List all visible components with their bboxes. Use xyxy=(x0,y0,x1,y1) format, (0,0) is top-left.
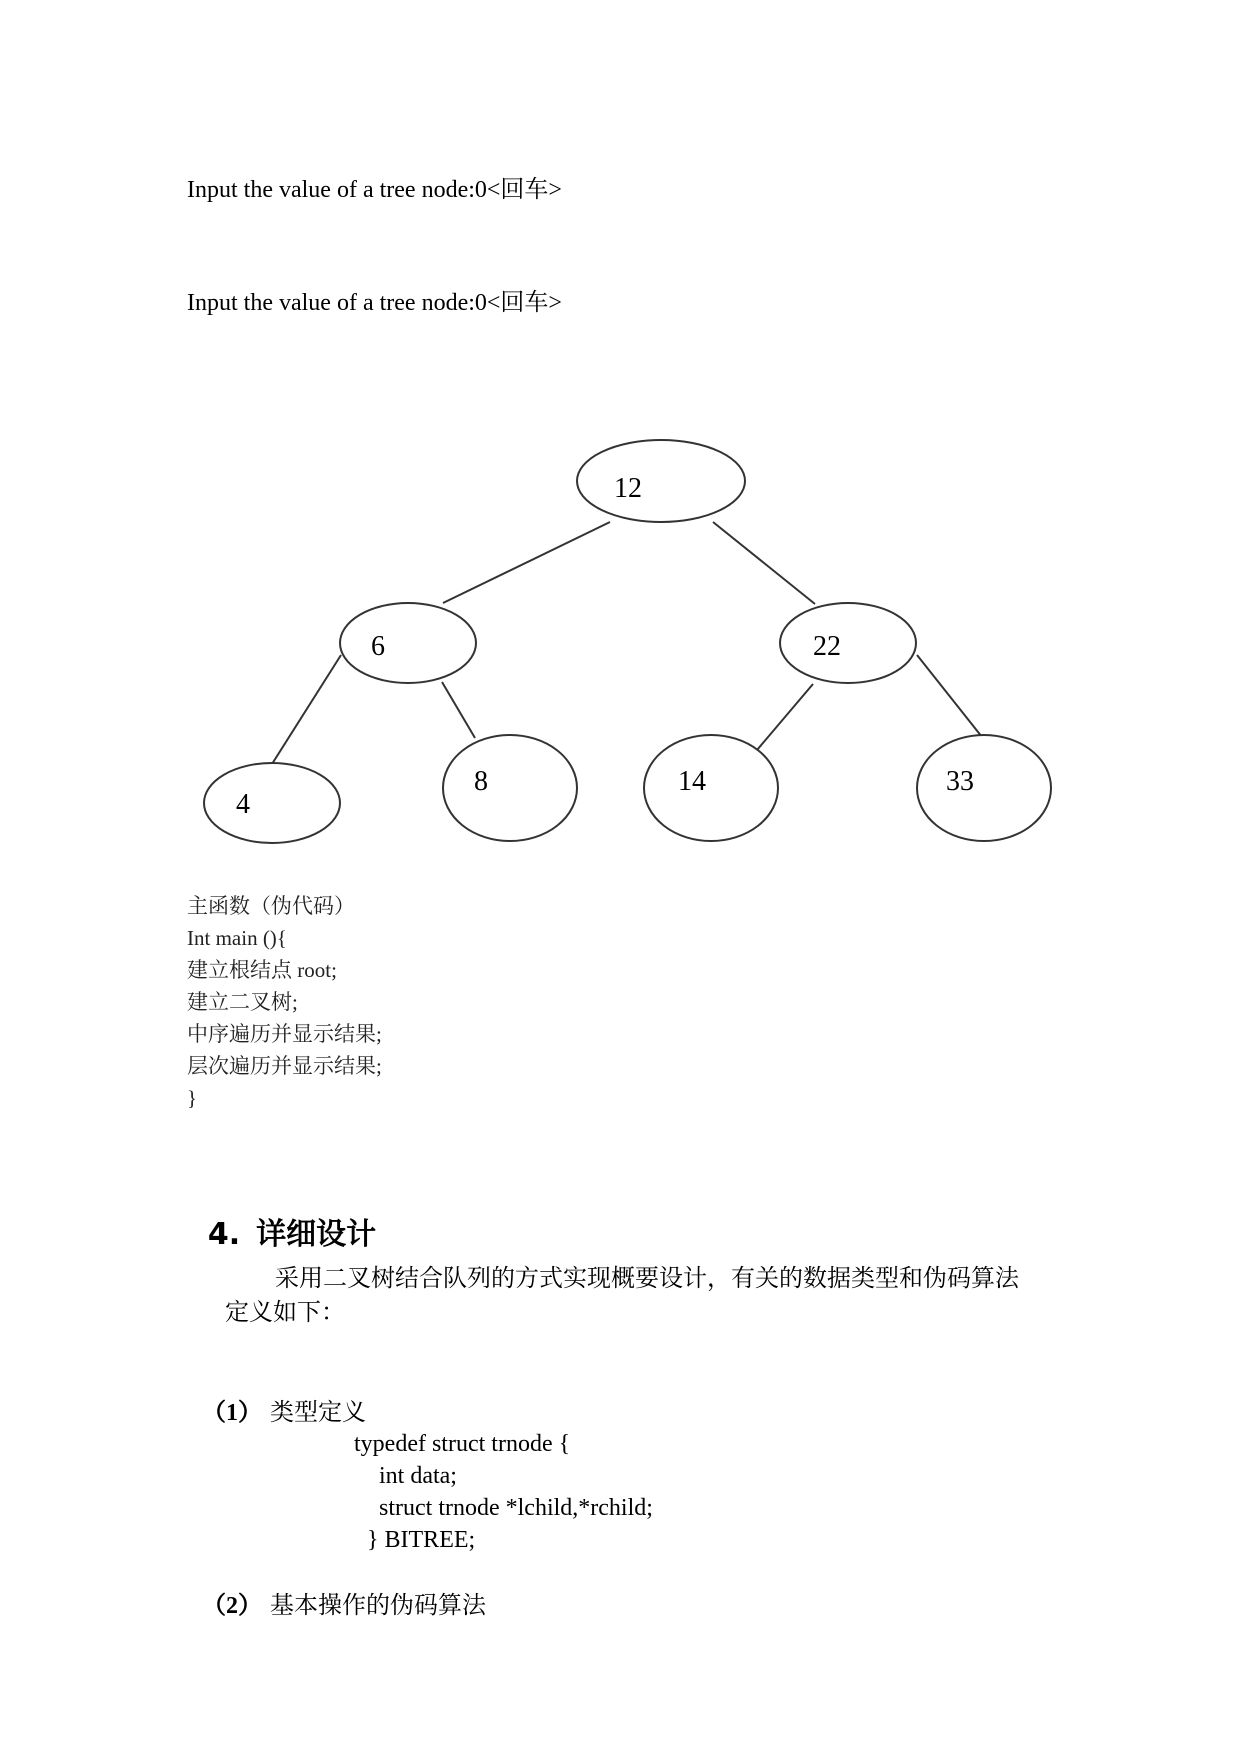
subsection-title: 基本操作的伪码算法 xyxy=(270,1593,486,1619)
tree-node-label: 6 xyxy=(371,631,385,662)
tree-edge xyxy=(713,522,815,604)
subsection-heading xyxy=(190,1362,366,1430)
tree-edge xyxy=(443,522,610,603)
subsection-number: （1） xyxy=(202,1400,262,1426)
tree-node-12 xyxy=(577,440,745,522)
code-line: typedef struct trnode { xyxy=(354,1431,571,1457)
pseudo-code-line: } xyxy=(187,1086,198,1110)
tree-node-label: 8 xyxy=(474,766,488,797)
pseudo-code-line: 层次遍历并显示结果; xyxy=(187,1054,382,1078)
tree-edge xyxy=(442,682,475,738)
tree-node-label: 4 xyxy=(236,789,250,820)
tree-node-33 xyxy=(917,735,1051,841)
tree-node-14 xyxy=(644,735,778,841)
tree-node-6 xyxy=(340,603,476,683)
input-prompt-line: Input the value of a tree node:0<回车> xyxy=(187,290,562,316)
intro-paragraph-line: 采用二叉树结合队列的方式实现概要设计，有关的数据类型和伪码算法 xyxy=(275,1266,1019,1292)
intro-paragraph-line: 定义如下： xyxy=(225,1300,345,1326)
tree-node-22 xyxy=(780,603,916,683)
tree-node-label: 33 xyxy=(946,766,974,797)
code-line: struct trnode *lchild,*rchild; xyxy=(379,1495,653,1521)
pseudo-code-line: 建立二叉树; xyxy=(187,990,298,1014)
subsection-heading xyxy=(190,1555,486,1623)
subsection-title: 类型定义 xyxy=(270,1400,366,1426)
code-line: int data; xyxy=(379,1463,457,1489)
input-prompt-line: Input the value of a tree node:0<回车> xyxy=(187,177,562,203)
tree-edge xyxy=(272,655,341,764)
section-number: 4. xyxy=(207,1217,241,1252)
tree-edge xyxy=(917,655,982,737)
pseudo-code-line: Int main (){ xyxy=(187,926,287,950)
code-line: } BITREE; xyxy=(367,1527,476,1553)
tree-node-label: 12 xyxy=(614,473,642,504)
tree-node-4 xyxy=(204,763,340,843)
section-heading xyxy=(187,1174,376,1253)
subsection-number: （2） xyxy=(202,1593,262,1619)
tree-node-label: 22 xyxy=(813,631,841,662)
section-title: 详细设计 xyxy=(256,1217,377,1252)
pseudo-code-line: 主函数（伪代码） xyxy=(187,894,355,918)
pseudo-code-line: 中序遍历并显示结果; xyxy=(187,1022,382,1046)
tree-node-8 xyxy=(443,735,577,841)
tree-node-label: 14 xyxy=(678,766,706,797)
pseudo-code-line: 建立根结点 root; xyxy=(187,958,337,982)
